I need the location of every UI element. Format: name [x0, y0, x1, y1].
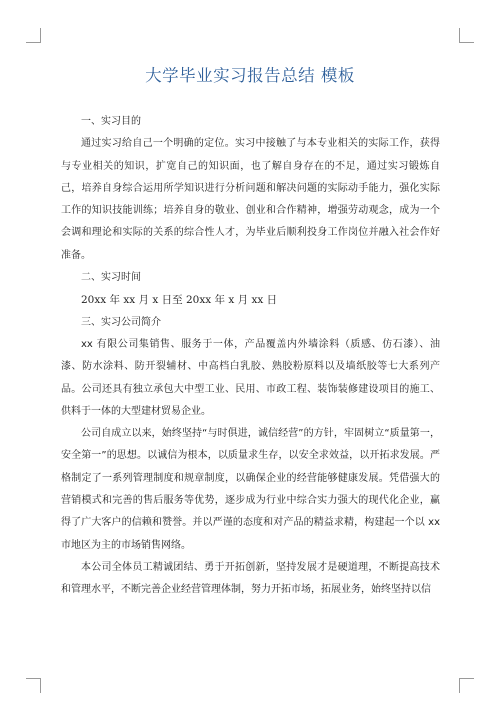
crop-mark-top-left: [26, 28, 41, 43]
paragraph-purpose: 通过实习给自己一个明确的定位。实习中接触了与本专业相关的实际工作，获得与专业相关的知识，扩宽自己的知识面，也了解自身存在的不足，通过实习锻炼自己，培养自身综合运用所学知识进行分析问题和解决问题的实际动手能力，强化实际工作的知识技能训练；培养自身的敬业、创业和合作精神，增强劳动观念，成为一个会调和理论和实际的关系的综合性人才，为毕业后顺利投身工作岗位并融入社会作好准备。: [61, 138, 440, 261]
document-title: 大学毕业实习报告总结 模板: [145, 66, 355, 85]
document-body: [61, 111, 440, 602]
paragraph-company-staff: 本公司全体员工精诚团结、勇于开拓创新，坚持发展才是硬道理，不断提高技术和管理水平，不断完善企业经营管理体制，努力开拓市场，拓展业务，始终坚持以信: [61, 561, 440, 596]
section-heading-time: 二、实习时间: [81, 272, 141, 284]
section-heading-company: 三、实习公司简介: [81, 316, 161, 328]
section-heading-purpose: 一、实习目的: [81, 116, 141, 127]
crop-mark-bottom-right: [459, 678, 474, 693]
crop-mark-top-right: [459, 28, 474, 43]
paragraph-company-intro: xx 有限公司集销售、服务于一体，产品覆盖内外墙涂料（质感、仿石漆）、油漆、防水涂料、防开裂辅材、中高档白乳胶、熟胶粉原料以及墙纸胶等七大系列产品。公司还具有独立承包大中型工业、民用、市政工程、装饰装修建设项目的施工、供料于一体的大型建材贸易企业。: [61, 338, 440, 417]
paragraph-time-range: 20xx 年 xx 月 x 日至 20xx 年 x 月 xx 日: [81, 294, 278, 307]
paragraph-company-history: 公司自成立以来，始终坚持“与时俱进，诚信经营”的方针，牢固树立“质量第一，安全第一”的思想。以诚信为根本，以质量求生存，以安全求效益，以开拓求发展。严格制定了一系列管理制度和规章制度，以确保企业的经营能够健康发展。凭借强大的营销模式和完善的售后服务等优势，逐步成为行业中综合实力强大的现代化企业，赢得了广大客户的信赖和赞誉。并以严谨的态度和对产品的精益求精，构建起一个以 xx 市地区为主的市场销售网络。: [61, 428, 440, 551]
crop-mark-bottom-left: [26, 678, 41, 693]
